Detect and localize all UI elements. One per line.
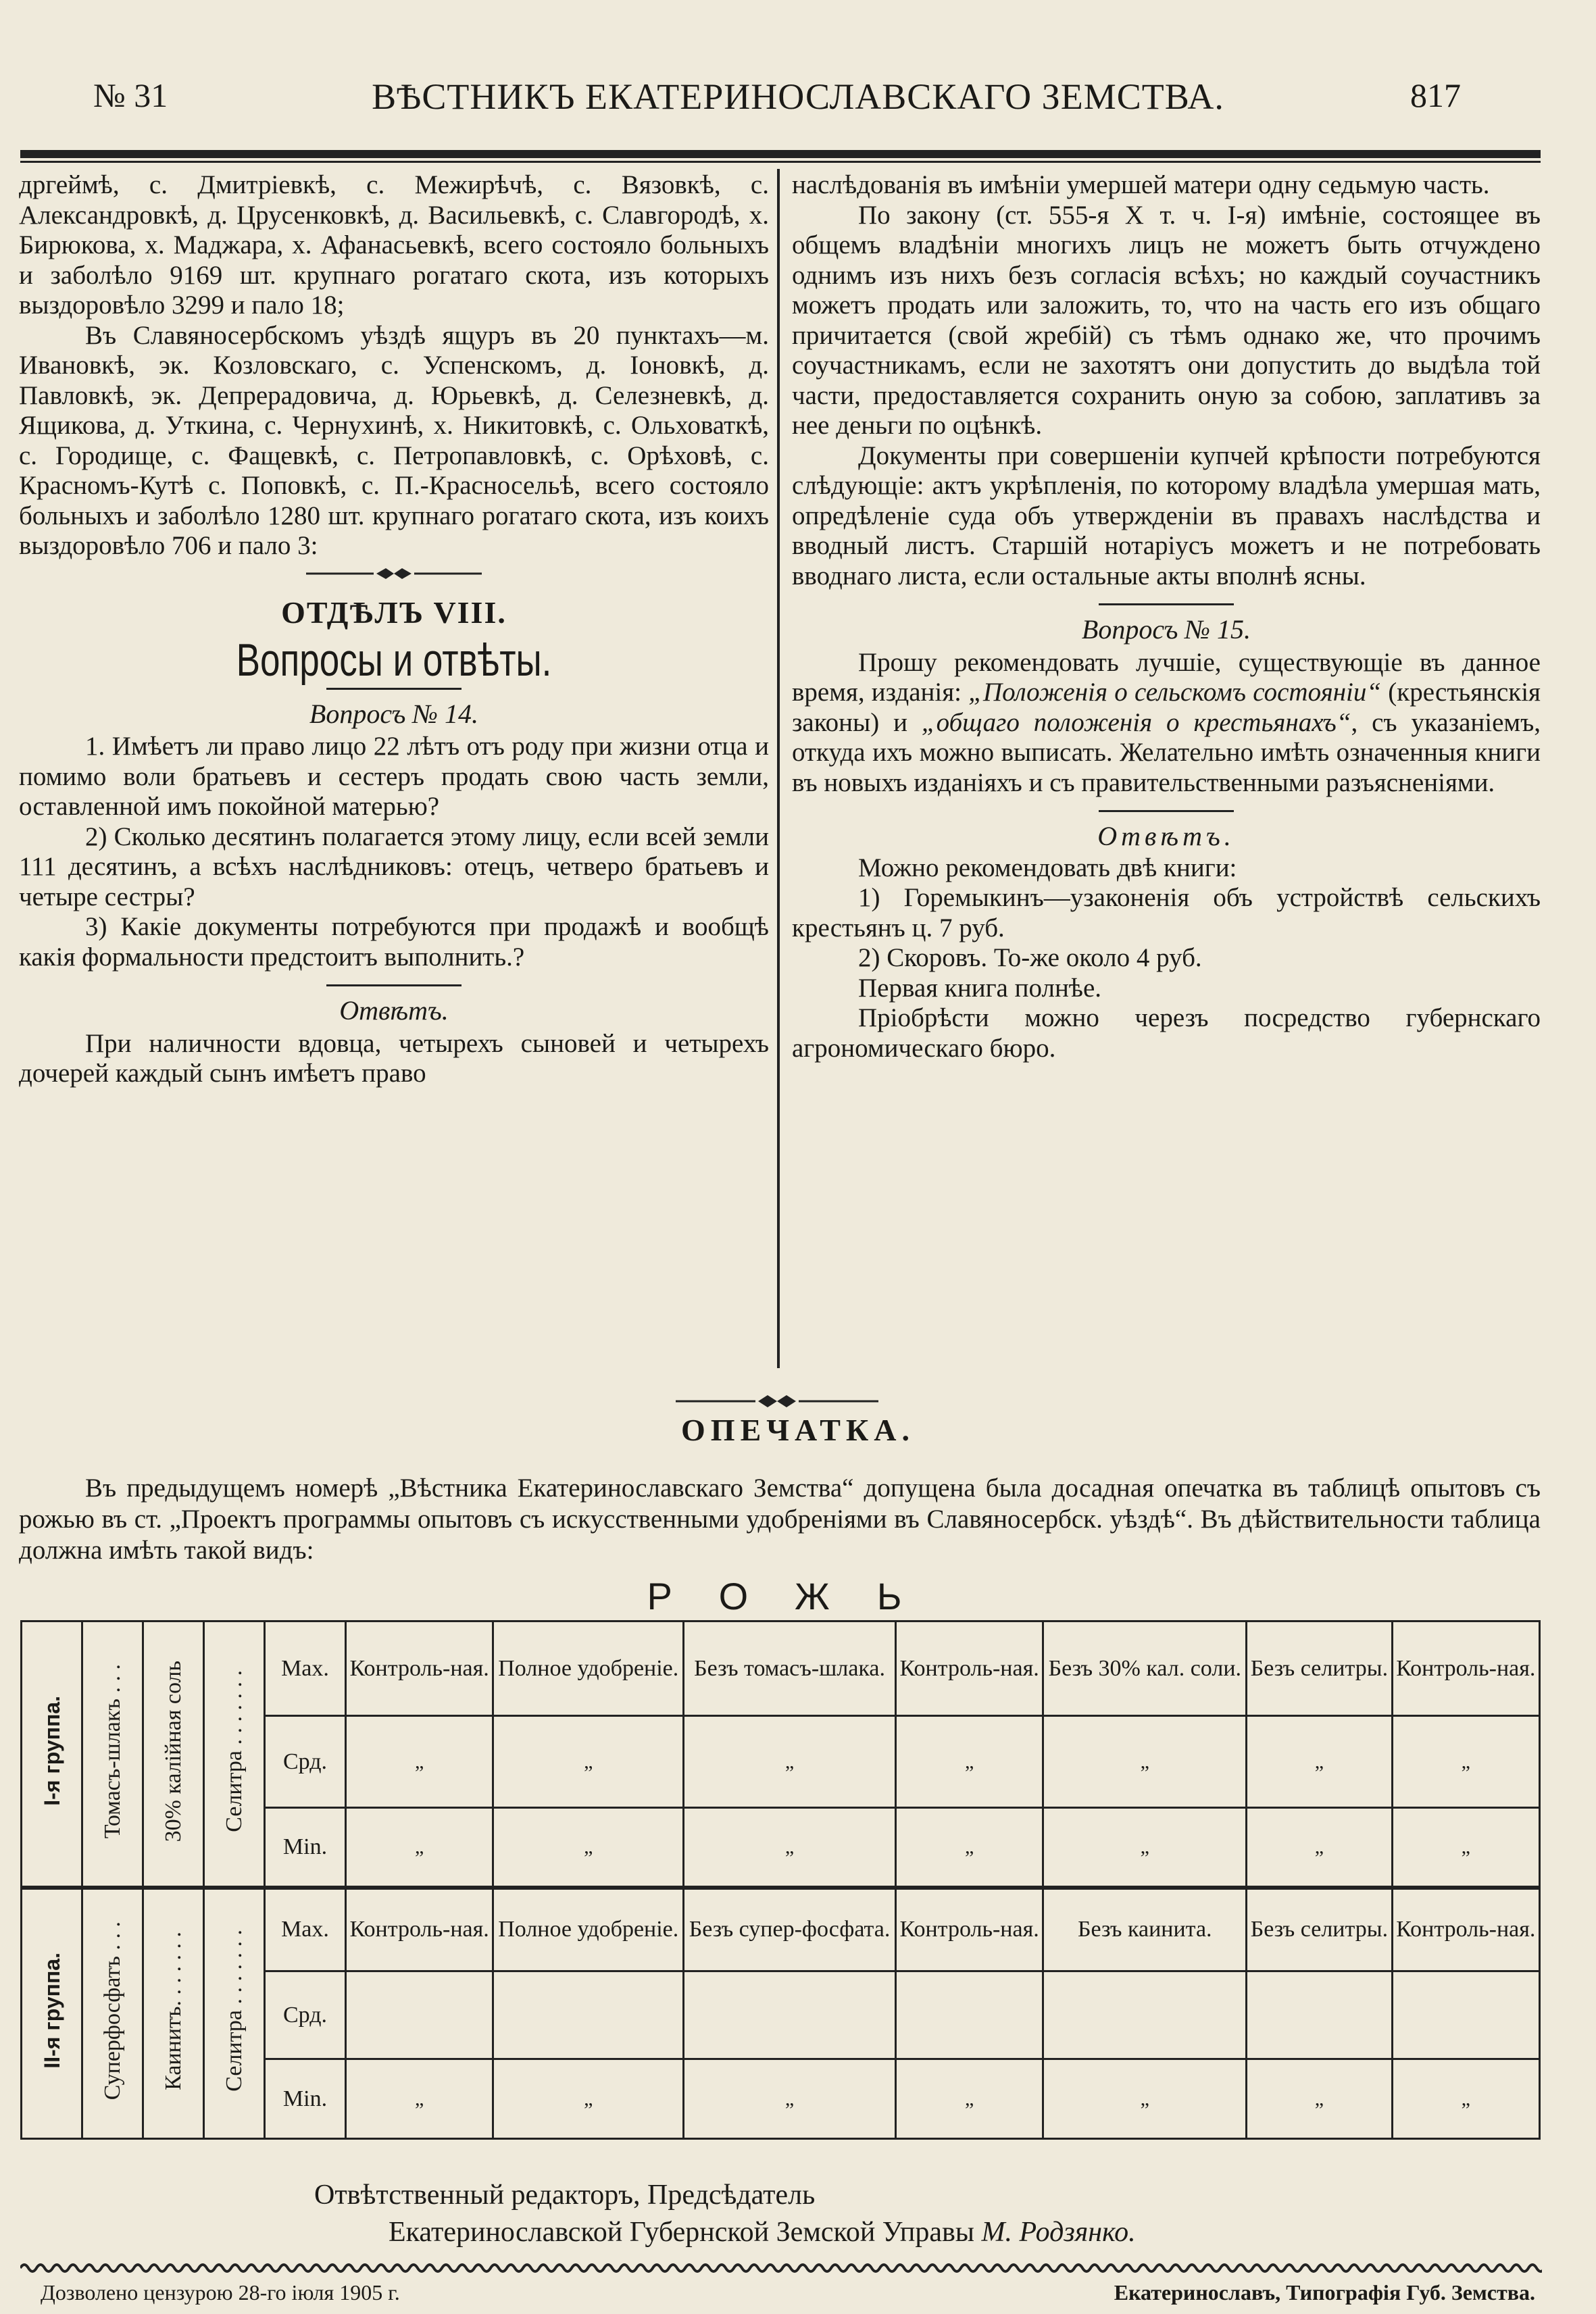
question-heading: Вопросъ № 15. (1081, 614, 1251, 645)
erratum-heading: ОПЕЧАТКА. (681, 1413, 915, 1447)
fertilizer-label: Суперфосфатъ . . . (82, 1888, 143, 2139)
book-title: „Положенія о сельскомъ состояніи“ (968, 678, 1382, 707)
ditto-cell: „ (1392, 1716, 1539, 1808)
page-header (0, 76, 1596, 130)
column-header: Контроль-ная. (346, 1888, 493, 1971)
column-header: Контроль-ная. (346, 1621, 493, 1716)
answer-heading: Отвѣтъ. (339, 995, 449, 1026)
column-divider (777, 169, 780, 1368)
fertilizer-label: Селитра . . . . . . . (204, 1888, 265, 2139)
answer-heading: Отвѣтъ. (1097, 821, 1235, 851)
empty-cell (1247, 1971, 1392, 2059)
column-header: Контроль-ная. (895, 1888, 1043, 1971)
empty-cell (493, 1971, 684, 2059)
table-row (22, 1888, 1540, 1971)
question-text-part: (крестьянскія законы) и (792, 678, 1541, 737)
ditto-cell: „ (1392, 2059, 1539, 2139)
ditto-cell: „ (1392, 1808, 1539, 1888)
answer-text: Документы при совершеніи купчей крѣпости потребуются слѣдующіе: актъ укрѣпленія, по которому владѣла умершая мать, опредѣленіе суда объ утвержденіи въ правахъ наслѣдства и вводный листъ. Старшій нотаріусъ можетъ и не потребовать вводнаго листа, если остальные акты вполнѣ ясны. (792, 441, 1541, 590)
question-text: 3) Какіе документы потребуются при продажѣ и вообщѣ какія формальности предстоитъ выполнить.? (19, 912, 769, 972)
section-heading: ОТДѢЛЪ VIII. (281, 595, 507, 630)
row-label-avg: Срд. (265, 1716, 346, 1808)
rye-experiment-table (20, 1620, 1541, 2140)
answer-line: 1) Горемыкинъ—узаконенія объ устройствѣ сельскихъ крестьянъ ц. 7 руб. (792, 883, 1541, 942)
paragraph: Въ Славяносербскомъ уѣздѣ ящуръ въ 20 пунктахъ—м. Ивановкѣ, эк. Козловскаго, с. Успенскомъ, д. Іоновкѣ, д. Павловкѣ, эк. Депрерадовича, д. Юрьевкѣ, д. Селезневкѣ, д. Ящикова, д. Уткина, с. Чернухинѣ, х. Никитовкѣ, с. Ольховаткѣ, с. Городище, с. Фащевкѣ, с. Петропавловкѣ, с. Орѣховѣ, с. Красномъ-Кутѣ с. Поповкѣ, с. П.-Красносельѣ, всего состояло больныхъ и заболѣло 1280 шт. крупнаго рогатаго скота, изъ коихъ выздоровѣло 706 и пало 3: (19, 320, 769, 560)
answer-text: При наличности вдовца, четырехъ сыновей и четырехъ дочерей каждый сынъ имѣетъ право (19, 1028, 769, 1088)
fertilizer-label: Селитра . . . . . . . (204, 1621, 265, 1888)
book-title: „общаго положенія о крестьянахъ“ (921, 707, 1351, 737)
group-label: I-я группа. (22, 1621, 82, 1888)
header-rule-thin (20, 161, 1541, 163)
page-number: 817 (1410, 76, 1461, 114)
answer-text: По закону (ст. 555-я X т. ч. I-я) имѣніе, состоящее въ общемъ владѣніи многихъ лицъ не можетъ быть отчуждено однимъ изъ нихъ безъ согласія всѣхъ; но каждый соучастникъ можетъ продать или заложить, то, что на часть его изъ общаго причитается (свой жребій) съ тѣмъ однако же, что прочимъ соучастникамъ, если не захотятъ они допустить до выдѣла той части, предоставляется сохранить оную за собою, заплативъ за нее деньги по оцѣнкѣ. (792, 200, 1541, 440)
short-rule (1099, 810, 1234, 812)
ditto-cell: „ (1043, 1716, 1247, 1808)
column-header: Контроль-ная. (1392, 1888, 1539, 1971)
row-label-min: Min. (265, 1808, 346, 1888)
issue-number: № 31 (93, 76, 168, 114)
ditto-cell: „ (493, 1716, 684, 1808)
empty-cell (1392, 1971, 1539, 2059)
editor-line-2 (389, 2216, 1136, 2248)
ditto-cell: „ (684, 2059, 896, 2139)
question-heading: Вопросъ № 14. (309, 698, 479, 729)
group-label: II-я группа. (22, 1888, 82, 2139)
answer-line: 2) Скоровъ. То-же около 4 руб. (858, 943, 1202, 972)
ditto-cell: „ (346, 1808, 493, 1888)
ditto-cell: „ (895, 1808, 1043, 1888)
table-title: РОЖЬ (647, 1575, 949, 1617)
row-label-min: Min. (265, 2059, 346, 2139)
short-rule (326, 984, 462, 986)
ditto-cell: „ (1247, 1808, 1392, 1888)
ditto-cell: „ (493, 1808, 684, 1888)
paragraph: дргеймѣ, с. Дмитріевкѣ, с. Межирѣчѣ, с. Вязовкѣ, с. Александровкѣ, д. Црусенковкѣ, д. Васильевкѣ, с. Славгородѣ, х. Бирюкова, х. Маджара, х. Афанасьевкѣ, всего состояло больныхъ и заболѣло 9169 шт. крупнаго рогатаго скота, изъ которыхъ выздоровѣло 3299 и пало 18; (19, 170, 769, 320)
answer-line: Первая книга полнѣе. (858, 973, 1102, 1003)
answer-text: наслѣдованія въ имѣніи умершей матери одну седьмую часть. (792, 170, 1490, 199)
header-rule (20, 150, 1541, 158)
row-label-max: Max. (265, 1621, 346, 1716)
ditto-cell: „ (346, 2059, 493, 2139)
editor-name: М. Родзянко. (981, 2217, 1136, 2248)
section-title: Вопросы и отвѣты. (236, 634, 552, 686)
question-text (792, 648, 1541, 799)
column-header: Полное удобреніе. (493, 1621, 684, 1716)
row-label-max: Max. (265, 1888, 346, 1971)
empty-cell (346, 1971, 493, 2059)
empty-cell (684, 1971, 896, 2059)
fertilizer-label: Каинитъ. . . . . . . (143, 1888, 204, 2139)
ditto-cell: „ (1247, 1716, 1392, 1808)
journal-title: ВѢСТНИКЪ ЕКАТЕРИНОСЛАВСКАГО ЗЕМСТВА. (372, 76, 1224, 117)
erratum-text (19, 1473, 1541, 1566)
ditto-cell: „ (493, 2059, 684, 2139)
fertilizer-label: 30% калійная соль (143, 1621, 204, 1888)
fertilizer-label: Томасъ-шлакъ . . . (82, 1621, 143, 1888)
right-column (792, 170, 1541, 1063)
ditto-cell: „ (346, 1716, 493, 1808)
answer-line: Можно рекомендовать двѣ книги: (858, 853, 1237, 882)
ditto-cell: „ (895, 2059, 1043, 2139)
editor-line-1: Отвѣтственный редакторъ, Предсѣдатель (314, 2180, 816, 2211)
row-label-avg: Срд. (265, 1971, 346, 2059)
ditto-cell: „ (1247, 2059, 1392, 2139)
short-rule (1099, 603, 1234, 605)
empty-cell (1043, 1971, 1247, 2059)
column-header: Контроль-ная. (895, 1621, 1043, 1716)
empty-cell (895, 1971, 1043, 2059)
column-header: Безъ селитры. (1247, 1888, 1392, 1971)
column-header: Безъ томасъ-шлака. (684, 1621, 896, 1716)
ditto-cell: „ (1043, 1808, 1247, 1888)
column-header: Контроль-ная. (1392, 1621, 1539, 1716)
short-rule (326, 688, 462, 690)
left-column (19, 170, 769, 1089)
question-text-part: , съ указаніемъ, откуда ихъ можно выписать. Желательно имѣть означенныя книги въ новыхъ изданіяхъ и съ правительственными разъясненіями. (792, 707, 1541, 797)
answer-line: Пріобрѣсти можно черезъ посредство губернскаго агрономическаго бюро. (792, 1003, 1541, 1063)
column-header: Безъ каинита. (1043, 1888, 1247, 1971)
erratum-paragraph: Въ предыдущемъ номерѣ „Вѣстника Екатеринославскаго Земства“ допущена была досадная опечатка въ таблицѣ опытовъ съ рожью въ ст. „Проектъ программы опытовъ съ искусственными удобреніями въ Славяносербск. уѣздѣ“. Въ дѣйствительности таблица должна имѣть такой видъ: (19, 1474, 1541, 1565)
wavy-rule (20, 2260, 1542, 2276)
column-header: Безъ супер-фосфата. (684, 1888, 896, 1971)
ornament-divider (306, 565, 482, 582)
ditto-cell: „ (684, 1808, 896, 1888)
column-header: Полное удобреніе. (493, 1888, 684, 1971)
ornament-divider (676, 1392, 878, 1411)
question-text-part: Прошу рекомендовать лучшіе, существующіе въ данное время, изданія: (792, 647, 1541, 707)
ditto-cell: „ (1043, 2059, 1247, 2139)
table-row (22, 1621, 1540, 1716)
column-header: Безъ 30% кал. соли. (1043, 1621, 1247, 1716)
ditto-cell: „ (684, 1716, 896, 1808)
question-text: 1. Имѣетъ ли право лицо 22 лѣтъ отъ роду при жизни отца и помимо воли братьевъ и сестеръ продать свою часть земли, оставленной имъ покойной матерью? (19, 732, 769, 821)
question-text: 2) Сколько десятинъ полагается этому лицу, если всей земли 111 десятинъ, а всѣхъ наслѣдниковъ: отецъ, четверо братьевъ и четыре сестры? (19, 822, 769, 911)
printer-note: Екатеринославъ, Типографія Губ. Земства. (1114, 2280, 1535, 2305)
editor-office: Екатеринославской Губернской Земской Управы (389, 2217, 982, 2248)
censorship-note: Дозволено цензурою 28-го іюля 1905 г. (41, 2280, 400, 2305)
column-header: Безъ селитры. (1247, 1621, 1392, 1716)
ditto-cell: „ (895, 1716, 1043, 1808)
